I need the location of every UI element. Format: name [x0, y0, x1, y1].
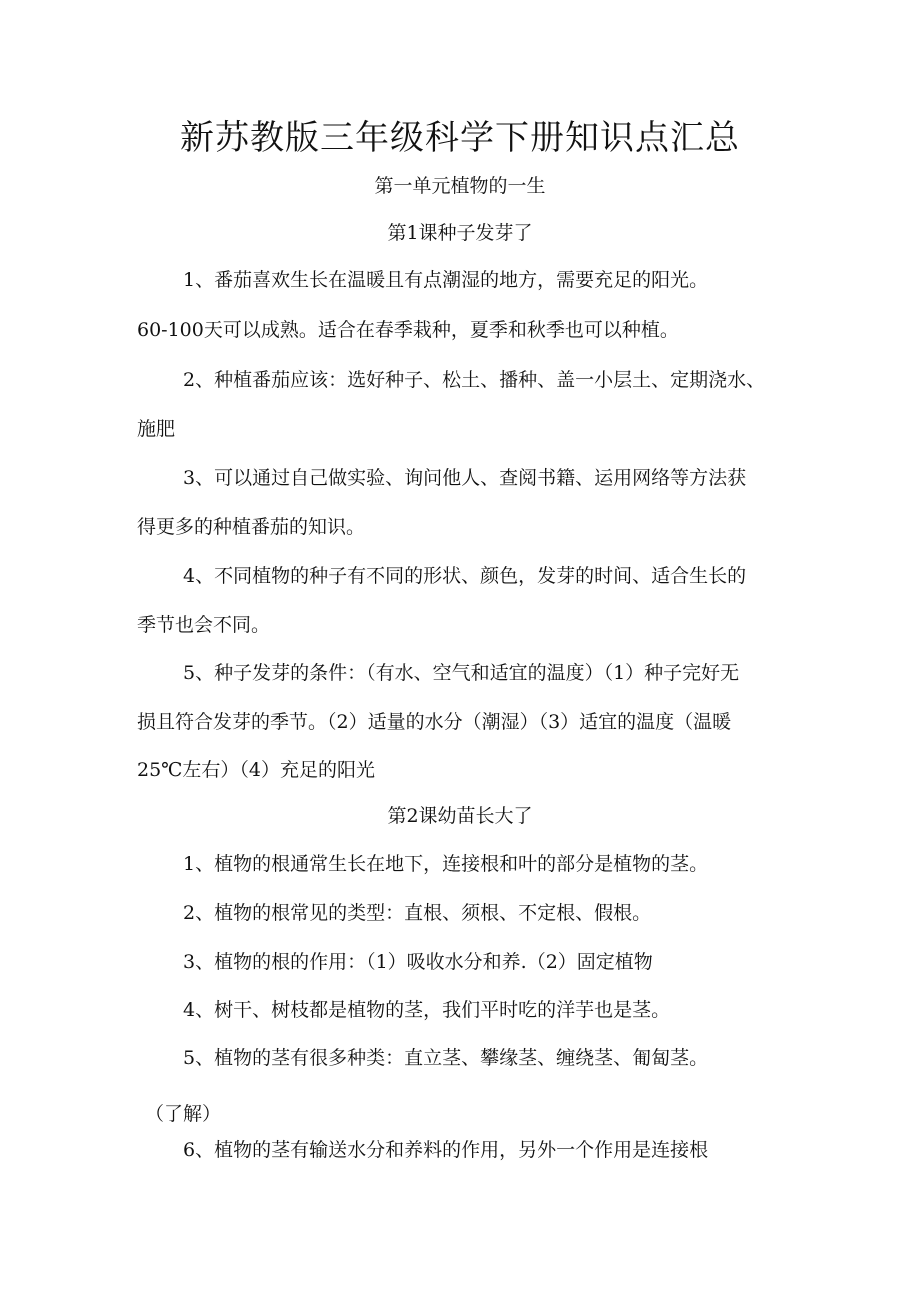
- lesson2-item-1: 1、植物的根通常生长在地下，连接根和叶的部分是植物的茎。: [183, 853, 709, 875]
- lesson1-item-2-line-2: 施肥: [137, 418, 176, 440]
- lesson2-item-5-note: （了解）: [145, 1103, 222, 1125]
- lesson1-item-4-line-2: 季节也会不同。: [137, 614, 271, 636]
- document-title: 新苏教版三年级科学下册知识点汇总: [180, 118, 740, 158]
- lesson2-item-4: 4、树干、树枝都是植物的茎，我们平时吃的洋芋也是茎。: [183, 999, 671, 1021]
- lesson1-item-3-line-1: 3、可以通过自己做实验、询问他人、查阅书籍、运用网络等方法获: [183, 467, 747, 489]
- lesson1-item-1-line-2: 60-100天可以成熟。适合在春季栽种，夏季和秋季也可以种植。: [137, 319, 679, 341]
- lesson2-item-6: 6、植物的茎有输送水分和养料的作用，另外一个作用是连接根: [183, 1139, 709, 1161]
- lesson1-item-5-line-1: 5、种子发芽的条件：（有水、空气和适宜的温度）（1）种子完好无: [183, 662, 740, 684]
- lesson1-item-3-line-2: 得更多的种植番茄的知识。: [137, 516, 366, 538]
- unit-heading: 第一单元植物的一生: [374, 175, 546, 197]
- lesson2-item-3: 3、植物的根的作用：（1）吸收水分和养.（2）固定植物: [183, 951, 653, 973]
- lesson1-item-5-line-3: 25℃左右）（4）充足的阳光: [137, 759, 376, 781]
- lesson-2-heading: 第2课幼苗长大了: [387, 805, 533, 827]
- lesson1-item-2-line-1: 2、种植番茄应该：选好种子、松土、播种、盖一小层土、定期浇水、: [183, 369, 766, 391]
- lesson2-item-5: 5、植物的茎有很多种类：直立茎、攀缘茎、缠绕茎、匍匐茎。: [183, 1047, 709, 1069]
- lesson1-item-1-line-1: 1、番茄喜欢生长在温暖且有点潮湿的地方，需要充足的阳光。: [183, 269, 709, 291]
- lesson1-item-4-line-1: 4、不同植物的种子有不同的形状、颜色，发芽的时间、适合生长的: [183, 565, 747, 587]
- lesson1-item-5-line-2: 损且符合发芽的季节。（2）适量的水分（潮湿）（3）适宜的温度（温暖: [137, 711, 732, 733]
- lesson2-item-2: 2、植物的根常见的类型：直根、须根、不定根、假根。: [183, 902, 652, 924]
- lesson-1-heading: 第1课种子发芽了: [387, 222, 533, 244]
